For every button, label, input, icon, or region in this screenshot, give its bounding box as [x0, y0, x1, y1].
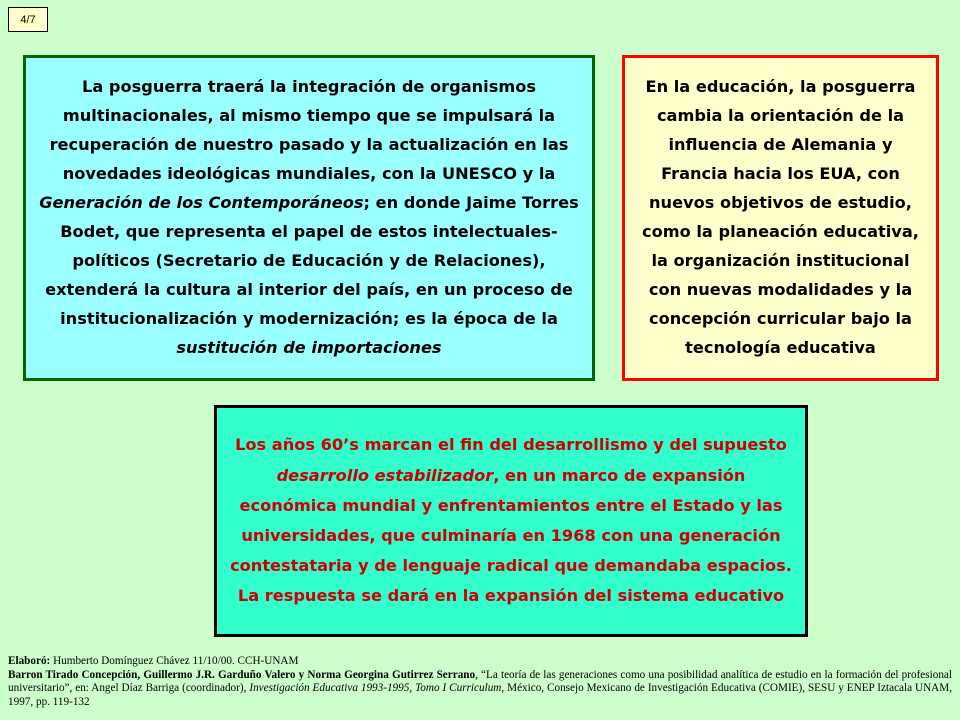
educacion-text-box	[622, 55, 939, 381]
posguerra-text-part-2: ; en donde Jaime Torres Bodet, que representa el papel de estos intelectuales-políticos (Secretario de Educación y de Relaciones), extenderá la cultura al interior del país, en un proceso de institucionalización y modernización; es la época de la	[45, 193, 579, 328]
anos-60-paragraph	[227, 430, 795, 611]
elaboro-label: Elaboró:	[8, 655, 51, 667]
elaboro-value: Humberto Domínguez Chávez 11/10/00. CCH-UNAM	[50, 655, 299, 667]
footer-citation	[8, 655, 952, 709]
slide-number-badge	[8, 7, 48, 32]
reference-authors: Barron Tirado Concepción, Guillermo J.R. Garduño Valero y Norma Georgina Gutirrez Serrano	[8, 668, 476, 681]
contemporaneos-emphasis: Generación de los Contemporáneos	[39, 193, 364, 213]
desarrollo-estabilizador-emphasis: desarrollo estabilizador	[276, 465, 494, 485]
footer-elaboro-line	[8, 655, 952, 669]
anos-60-text-part-2: , en un marco de expansión económica mundial y enfrentamientos entre el Estado y las universidades, que culminaría en 1968 con una generación contestataria y de lenguaje radical que demandaba espacios. La respuesta se dará en la expansión del sistema educativo	[230, 465, 792, 606]
anos-60-text-part-1: Los años 60’s marcan el fin del desarrollismo y del supuesto	[235, 435, 787, 455]
reference-part-1: , “La teoría de las generaciones como una posibilidad analítica de estudio en la formación del profesional universitario”, en: Angel Díaz Barriga (coordinador),	[8, 668, 952, 695]
anos-60-text-box	[214, 405, 808, 637]
posguerra-text-box	[23, 55, 595, 381]
reference-book-title: Investigación Educativa 1993-1995, Tomo I Curriculum	[249, 682, 502, 695]
educacion-paragraph: En la educación, la posguerra cambia la orientación de la influencia de Alemania y Francia hacia los EUA, con nuevos objetivos de estudio, como la planeación educativa, la organización institucional con nuevas modalidades y la concepción curricular bajo la tecnología educativa	[642, 77, 919, 357]
posguerra-paragraph	[34, 73, 584, 362]
footer-reference	[8, 669, 952, 710]
posguerra-text-part-1: La posguerra traerá la integración de organismos multinacionales, al mismo tiempo que se impulsará la recuperación de nuestro pasado y la actualización en las novedades ideológicas mundiales, con la UNESCO y la	[49, 77, 569, 184]
sustitucion-emphasis: sustitución de importaciones	[176, 337, 442, 357]
reference-part-2: , México, Consejo Mexicano de Investigación Educativa (COMIE), SESU y ENEP Iztacala UNAM, 1997, pp. 119-132	[8, 682, 953, 708]
slide-number: 4/7	[20, 13, 36, 26]
